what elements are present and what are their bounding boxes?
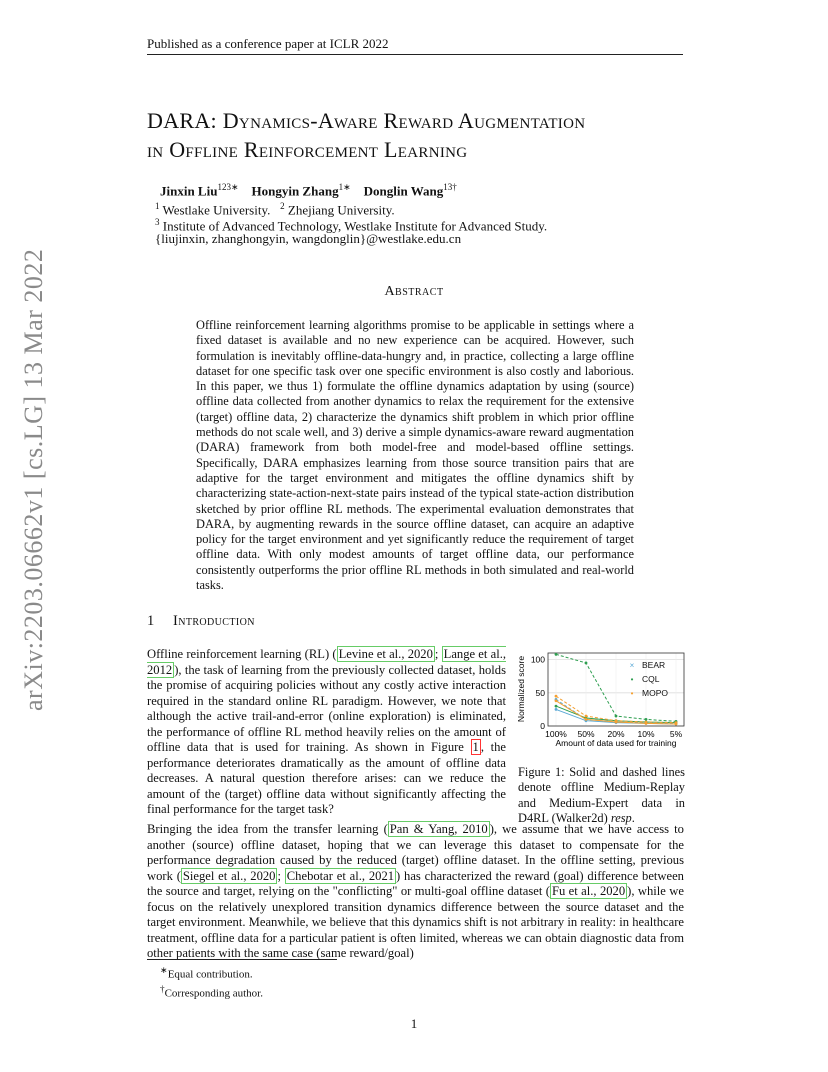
page-number: 1 bbox=[410, 1016, 418, 1031]
data-point bbox=[585, 718, 588, 721]
legend-label: BEAR bbox=[642, 660, 666, 670]
caption-text: Figure 1: Solid and dashed lines denote offline Medium-Replay and Medium-Expert data in D4RL (Walker2d) bbox=[518, 765, 685, 825]
x-tick-label: 5% bbox=[669, 729, 683, 739]
citation-link[interactable]: Chebotar et al., 2021 bbox=[286, 868, 395, 883]
data-point bbox=[585, 662, 588, 665]
data-point bbox=[645, 718, 648, 721]
legend-marker: • bbox=[630, 689, 634, 698]
legend-marker: • bbox=[630, 675, 634, 684]
data-point bbox=[585, 715, 588, 718]
data-point bbox=[555, 695, 558, 698]
legend-label: CQL bbox=[642, 674, 660, 684]
x-tick-label: 10% bbox=[637, 729, 655, 739]
section-heading bbox=[147, 613, 255, 630]
paper-title bbox=[147, 106, 707, 164]
x-tick-label: 50% bbox=[577, 729, 595, 739]
affil-text: Westlake University. bbox=[162, 202, 271, 218]
title-line-2: in Offline Reinforcement Learning bbox=[147, 137, 468, 162]
intro-paragraph-2 bbox=[147, 822, 684, 962]
arxiv-watermark: arXiv:2203.06662v1 [cs.LG] 13 Mar 2022 bbox=[19, 248, 48, 712]
footnote-rule bbox=[147, 959, 337, 960]
affil-sup: 2 bbox=[280, 201, 285, 211]
legend-label: MOPO bbox=[642, 688, 668, 698]
header-rule bbox=[147, 54, 683, 55]
text-run: ) has characterized the reward (goal) difference between the source and target, relying on the "conflicting" or multi-goal offline dataset ( bbox=[147, 868, 684, 898]
footnote bbox=[160, 982, 263, 1001]
figure-link[interactable]: 1 bbox=[472, 740, 479, 754]
citation-link[interactable]: Pan & Yang, 2010 bbox=[389, 822, 488, 836]
abstract-heading: Abstract bbox=[384, 284, 444, 299]
author-name: Donglin Wang bbox=[363, 183, 444, 199]
citation-link[interactable]: Levine et al., 2020 bbox=[338, 647, 433, 661]
x-tick-label: 100% bbox=[545, 729, 567, 739]
y-tick-label: 0 bbox=[540, 721, 545, 731]
affil-sup: 3 bbox=[155, 217, 160, 227]
affil-text: Institute of Advanced Technology, Westlake Institute for Advanced Study. bbox=[162, 218, 548, 234]
text-run: ; bbox=[277, 868, 285, 883]
text-run: ; bbox=[434, 647, 442, 661]
author-list bbox=[160, 182, 457, 199]
data-point bbox=[615, 719, 618, 722]
data-point bbox=[555, 708, 558, 711]
chart-legend bbox=[630, 660, 669, 698]
affil-text: Zhejiang University. bbox=[287, 202, 395, 218]
author-sup: 123∗ bbox=[217, 182, 239, 192]
caption-end: . bbox=[631, 810, 635, 825]
author-name: Hongyin Zhang bbox=[251, 183, 339, 199]
data-point bbox=[675, 721, 678, 724]
text-run: , the performance deteriorates dramatically as the amount of offline data decreases. A natural question therefore arises: can we reduce the amount of the (target) offline data without significantly affecting the final performance for the target task? bbox=[147, 740, 506, 816]
citation-link[interactable]: Fu et al., 2020 bbox=[551, 884, 626, 898]
data-point bbox=[555, 699, 558, 702]
section-number: 1 bbox=[147, 613, 155, 629]
footnote-text: Equal contribution. bbox=[167, 968, 253, 981]
y-tick-label: 100 bbox=[530, 654, 545, 665]
footnote-mark: † bbox=[160, 983, 165, 994]
data-point bbox=[645, 721, 648, 724]
x-axis-label: Amount of data used for training bbox=[555, 738, 677, 748]
footnote-mark: ∗ bbox=[160, 965, 168, 975]
text-run: ), while we focus on the relatively unexplored transition dynamics difference between the source dataset and the target environment. Meanwhile, we believe that this dynamics shift is not arbitrary in reality: in healthcare treatment, offline data for a particular patient is often limited, whereas we can obtain diagnostic data from other patients with the same case (same reward/goal) bbox=[147, 884, 684, 960]
author-sup: 1∗ bbox=[338, 182, 351, 192]
footnote bbox=[160, 963, 263, 982]
title-line-1: DARA: Dynamics-Aware Reward Augmentation bbox=[147, 108, 586, 133]
section-title: Introduction bbox=[173, 613, 255, 629]
intro-paragraph-1 bbox=[147, 647, 506, 818]
text-run: ), the task of learning from the previously collected dataset, holds the promise of acquiring policies without any costly active interaction required in the standard online RL paradigm. However, we note that although the active trail-and-error (online exploration) is eliminated, the performance of offline RL method heavily relies on the amount of offline data that is used for training. As shown in Figure bbox=[147, 662, 506, 754]
text-run: ), we assume that we have access to another (source) offline dataset, hoping that we can leverage this dataset to compensate for the performance degradation caused by the reduced (target) offline dataset. In the offline setting, previous work ( bbox=[147, 822, 684, 883]
x-tick-label: 20% bbox=[607, 729, 625, 739]
legend-marker: × bbox=[629, 661, 635, 670]
figure-1-chart bbox=[512, 645, 688, 753]
footnote-text: Corresponding author. bbox=[164, 987, 263, 1000]
abstract-body: Offline reinforcement learning algorithms promise to be applicable in settings where a fixed dataset is available and no new experience can be acquired. However, such formulation is inevitably offline-data-hungry and, in practice, collecting a large offline dataset for one specific task over one specific environment is also costly and laborious. In this paper, we thus 1) formulate the offline dynamics adaptation by using (source) offline data collected from another dynamics to relax the requirement for the extensive (target) offline data, 2) characterize the dynamics shift problem in which prior offline methods do not scale well, and 3) derive a simple dynamics-aware reward augmentation (DARA) framework from both model-free and model-based offline settings. Specifically, DARA emphasizes learning from those source transition pairs that are adaptive for the target environment and mitigates the offline dynamics shift by characterizing state-action-next-state pairs instead of the typical state-action distribution sketched by prior offline RL methods. The experimental evaluation demonstrates that DARA, by augmenting rewards in the source offline dataset, can acquire an adaptive policy for the target environment and yet significantly reduce the requirement of target offline data. With only modest amounts of target offline data, our performance consistently outperforms the prior offline RL methods in both simulated and real-world tasks. bbox=[196, 318, 634, 593]
caption-italic: resp bbox=[610, 810, 632, 825]
y-axis-label: Normalized score bbox=[516, 655, 526, 723]
data-point bbox=[555, 705, 558, 708]
affil-sup: 1 bbox=[155, 201, 160, 211]
figure-caption bbox=[518, 765, 685, 826]
author-sup: 13† bbox=[443, 182, 457, 192]
citation-link[interactable]: Lange et al., 2012 bbox=[147, 647, 507, 677]
citation-link[interactable]: Siegel et al., 2020 bbox=[182, 868, 276, 883]
footnotes bbox=[160, 963, 263, 1000]
text-run: Bringing the idea from the transfer learning ( bbox=[147, 822, 388, 836]
running-header: Published as a conference paper at ICLR 2022 bbox=[147, 36, 389, 51]
text-run: Offline reinforcement learning (RL) ( bbox=[147, 647, 337, 661]
author-email: {liujinxin, zhanghongyin, wangdonglin}@westlake.edu.cn bbox=[155, 231, 462, 246]
author-name: Jinxin Liu bbox=[160, 183, 218, 199]
y-tick-labels bbox=[531, 655, 545, 731]
y-tick-label: 50 bbox=[535, 687, 545, 698]
data-point bbox=[615, 715, 618, 718]
data-point bbox=[555, 653, 558, 656]
